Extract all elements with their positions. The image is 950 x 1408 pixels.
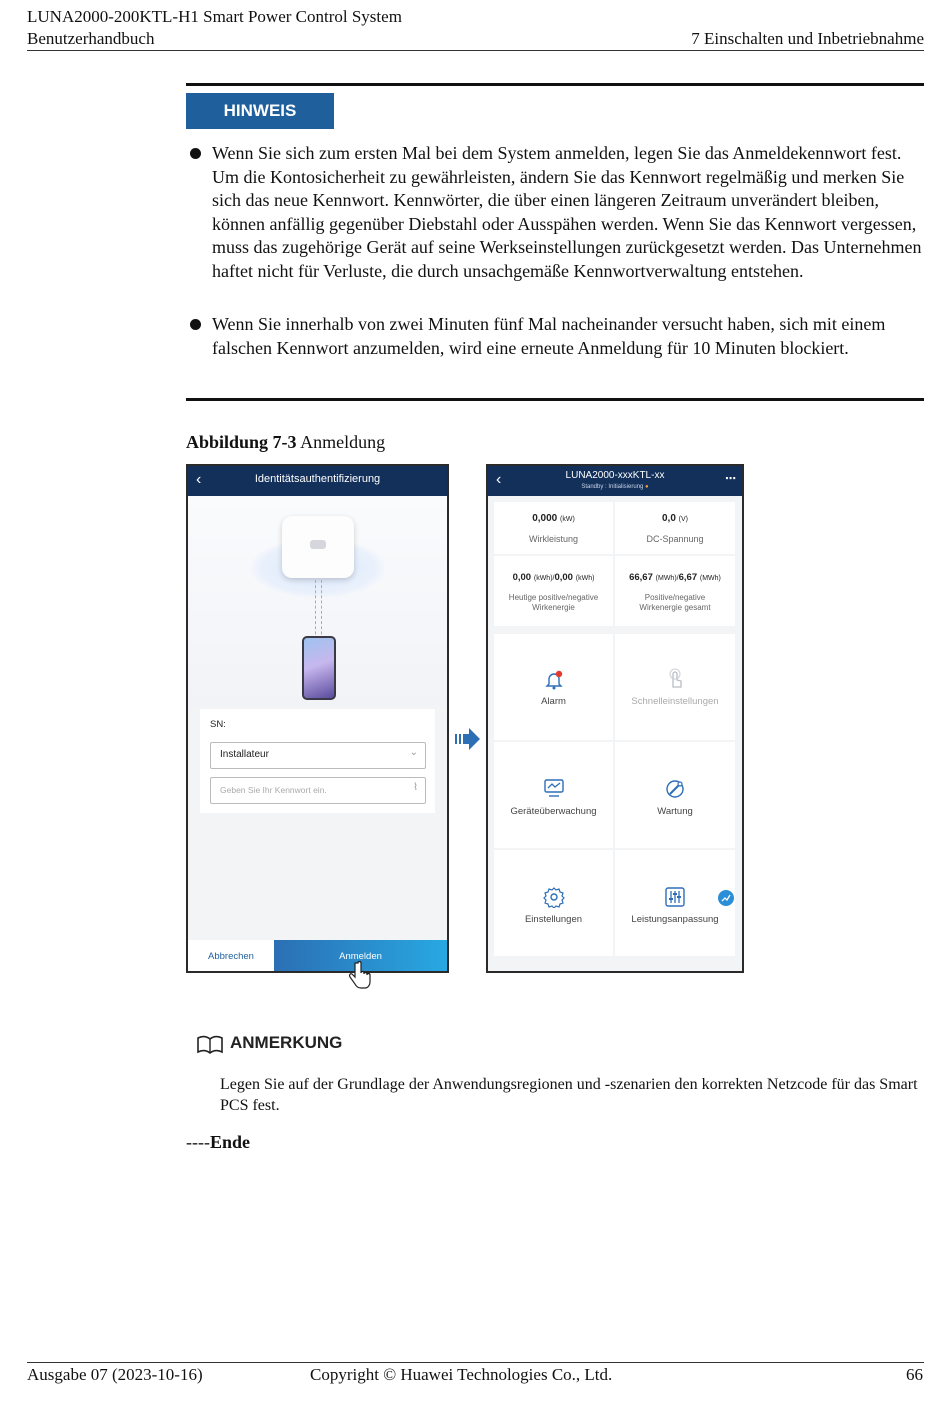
figure-caption [186,431,385,453]
device-status-text: Standby : Initialisierung [581,484,644,490]
tile-quick-settings[interactable] [615,634,735,740]
figure-title: Anmeldung [300,432,386,452]
cancel-label: Abbrechen [208,951,254,962]
monitor-icon [543,778,565,798]
gear-icon [543,886,565,908]
sliders-icon [664,886,686,908]
more-icon[interactable]: ⋯ [725,473,736,485]
header-product: LUNA2000-200KTL-H1 Smart Power Control System [27,7,402,26]
metric-unit: (kW) [560,516,575,523]
metric-unit: (MWh)/ [655,575,679,582]
tile-label: Geräteüberwachung [510,806,597,817]
metric-unit-2: (MWh) [699,575,721,582]
metric-label: Heutige positive/negative Wirkenergie [508,593,599,612]
end-dashes: ---- [186,1132,210,1152]
footer-copyright: Copyright © Huawei Technologies Co., Ltd. [310,1365,613,1384]
footer-edition: Ausgabe 07 (2023-10-16) [27,1365,203,1384]
device-name: LUNA2000-xxxKTL-xx [565,470,665,481]
tile-power-adjustment[interactable] [615,850,735,956]
tile-maintenance[interactable] [615,742,735,848]
figure-label: Abbildung 7-3 [186,432,297,452]
bullet-dot [190,319,201,330]
footer-divider [27,1362,924,1363]
metric-value-2: 6,67 [678,572,698,583]
metric-unit: (V) [678,516,689,523]
footer-page-number: 66 [906,1365,923,1384]
notice-bottom-rule [186,398,924,401]
header-doc-type: Benutzerhandbuch [27,29,155,48]
touch-icon [665,668,685,690]
floating-chart-button[interactable] [718,890,734,906]
tile-label: Schnelleinstellungen [631,696,719,707]
dashboard-screen [486,464,744,973]
metric-value: 0,0 [661,513,676,524]
metric-value-2: 0,00 [554,572,573,583]
bullet-dot [190,148,201,159]
note-title: ANMERKUNG [230,1033,343,1052]
note-text: Legen Sie auf der Grundlage der Anwendungsregionen und -szenarien den korrekten Netzcode für das Smart PCS fest. [220,1076,918,1114]
device-status [488,484,742,490]
metric-total-energy [615,556,735,626]
hand-cursor-icon [347,960,373,990]
end-word: Ende [209,1132,251,1152]
login-app-bar [188,466,447,496]
login-screen [186,464,449,973]
login-title: Identitätsauthentifizierung [254,473,381,485]
metric-today-energy [494,556,613,626]
status-dot-icon: ● [645,484,649,490]
login-label: Anmelden [339,951,382,962]
header-divider [27,50,924,51]
chart-icon [718,890,734,906]
tile-alarm[interactable] [494,634,613,740]
tile-label: Einstellungen [524,914,583,925]
metric-value: 66,67 [629,572,653,583]
metric-label: DC-Spannung [646,534,704,544]
tile-label: Wartung [657,806,693,817]
arrow-right-icon [455,726,481,752]
user-role-select[interactable] [210,742,426,769]
password-placeholder: Geben Sie Ihr Kennwort ein. [220,785,327,795]
eye-hidden-icon[interactable]: ⌇ [413,782,418,793]
password-field[interactable] [210,777,426,804]
metric-unit: (kWh)/ [533,575,555,582]
login-illustration [188,496,447,706]
user-role-value: Installateur [220,749,269,760]
back-arrow-icon[interactable]: ‹ [496,471,502,488]
notice-bullet-1: Wenn Sie sich zum ersten Mal bei dem System anmelden, legen Sie das Anmeldekennwort fest. Um die Kontosicherheit zu gewährleisten, ändern Sie das Kennwort regelmäßig und merken Sie sich das neue Kennwort. Kennwörter, die über einen längeren Zeitraum unverändert bleiben, können anfällig gegenüber Diebstahl oder Ausspähen werden. Wenn Sie das Kennwort vergessen, muss das zugehörige Gerät auf seine Werkseinstellungen zurückgesetzt werden. Das Unternehmen haftet nicht für Verluste, die durch unsachgemäße Kennwortverwaltung entstehen. [212,143,922,281]
end-marker [186,1132,250,1153]
notice-top-rule [186,83,924,86]
bell-icon [544,670,564,690]
tile-device-monitoring[interactable] [494,742,613,848]
metric-active-power [494,502,613,554]
metric-dc-voltage [615,502,735,554]
book-icon [196,1035,224,1055]
back-arrow-icon[interactable]: ‹ [196,471,202,488]
metric-value: 0,000 [532,513,558,524]
cancel-button[interactable] [188,940,274,971]
header-chapter: 7 Einschalten und Inbetriebnahme [691,29,924,48]
metric-label: Wirkleistung [528,534,578,544]
notice-badge: HINWEIS [186,93,334,129]
metric-value: 0,00 [512,572,532,583]
dashboard-app-bar [488,466,742,496]
chevron-down-icon: ⌄ [409,747,418,758]
metric-label: Positive/negative Wirkenergie gesamt [639,593,711,612]
notice-bullet-2: Wenn Sie innerhalb von zwei Minuten fünf Mal nacheinander versucht haben, sich mit einem falschen Kennwort anzumelden, wird eine erneute Anmeldung für 10 Minuten blockiert. [212,314,886,358]
metric-unit-2: (kWh) [575,575,595,582]
tile-label: Alarm [541,696,566,707]
sn-label: SN: [210,719,226,730]
phone-illustration [302,636,336,700]
tile-label: Leistungsanpassung [631,914,719,925]
huawei-logo-icon [310,540,326,549]
device-illustration [282,516,354,578]
tile-settings[interactable] [494,850,613,956]
wrench-icon [664,778,686,800]
